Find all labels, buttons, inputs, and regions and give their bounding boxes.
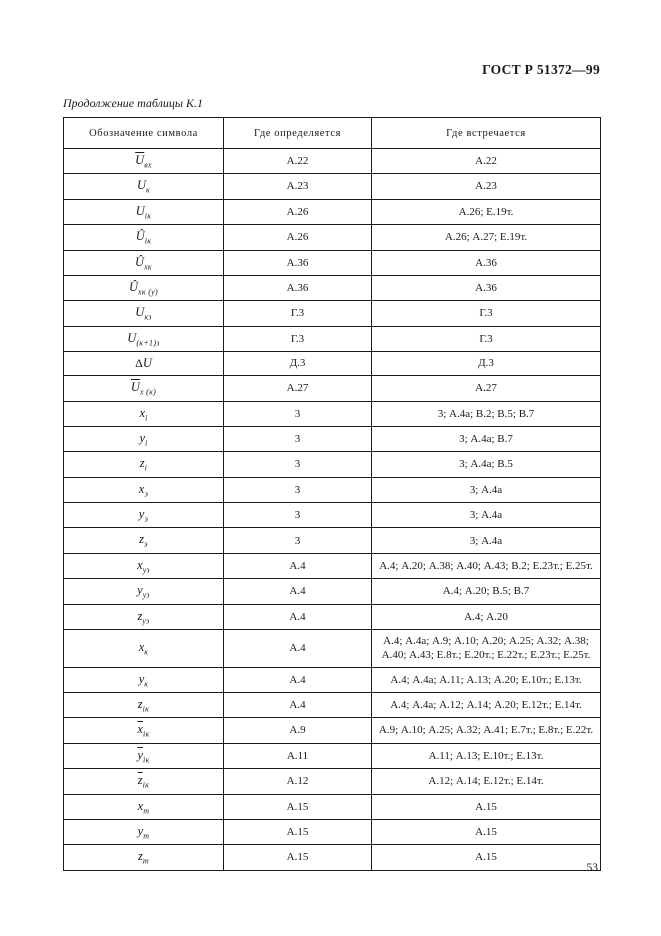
math-symbol: $y_{уз}$ xyxy=(137,583,150,600)
symbol-cell xyxy=(64,503,224,528)
math-symbol: $x_i$ xyxy=(139,405,148,422)
symbol-cell xyxy=(64,630,224,668)
found-cell: А.22 xyxy=(372,149,601,174)
table-row xyxy=(64,528,601,553)
table-row xyxy=(64,452,601,477)
found-cell: А.4; А.20; В.5; В.7 xyxy=(372,579,601,604)
math-symbol: $U_{(к+1)з}$ xyxy=(127,330,160,348)
defined-cell: А.36 xyxy=(224,250,372,275)
defined-cell: А.4 xyxy=(224,579,372,604)
header-symbol: Обозначение символа xyxy=(64,118,224,149)
found-cell: 3; А.4а; В.5 xyxy=(372,452,601,477)
symbol-cell xyxy=(64,352,224,376)
found-cell: А.36 xyxy=(372,250,601,275)
table-row xyxy=(64,352,601,376)
document-code: ГОСТ Р 51372—99 xyxy=(482,62,600,77)
symbol-cell xyxy=(64,528,224,553)
found-cell: 3; А.4а xyxy=(372,503,601,528)
defined-cell: 3 xyxy=(224,503,372,528)
table-row xyxy=(64,769,601,794)
defined-cell: А.26 xyxy=(224,199,372,224)
math-symbol: $z_{уз}$ xyxy=(137,608,150,626)
found-cell: А.15 xyxy=(372,845,601,870)
math-symbol: $y_i$ xyxy=(139,430,148,448)
table-caption: Продолжение таблицы К.1 xyxy=(63,96,203,110)
symbol-cell xyxy=(64,477,224,502)
math-symbol: $\overline{U}_{вх}$ xyxy=(135,153,152,170)
math-symbol: $z_{iк}$ xyxy=(137,697,150,714)
defined-cell: А.4 xyxy=(224,667,372,692)
math-symbol: $U_{iк}$ xyxy=(135,203,152,221)
found-cell: А.4; А.4а; А.12; А.14; А.20; Е.12т.; Е.14т. xyxy=(372,693,601,718)
defined-cell: А.22 xyxy=(224,149,372,174)
defined-cell: А.15 xyxy=(224,819,372,844)
symbol-cell xyxy=(64,743,224,768)
defined-cell: А.15 xyxy=(224,845,372,870)
defined-cell: А.36 xyxy=(224,275,372,300)
math-symbol: $x_{уз}$ xyxy=(137,557,150,575)
defined-cell: А.12 xyxy=(224,769,372,794)
table-row xyxy=(64,718,601,743)
math-symbol: $y_э$ xyxy=(138,507,149,524)
found-cell: Г.3 xyxy=(372,301,601,326)
table-row xyxy=(64,630,601,668)
table-row xyxy=(64,301,601,326)
math-symbol: $\overline{x}_{iк}$ xyxy=(137,722,150,739)
found-cell: А.11; А.13; Е.10т.; Е.13т. xyxy=(372,743,601,768)
math-symbol: $x_к$ xyxy=(138,640,149,657)
found-cell: А.9; А.10; А.25; А.32; А.41; Е.7т.; Е.8т.; Е.22т. xyxy=(372,718,601,743)
math-symbol: $y_т$ xyxy=(137,823,150,841)
symbol-cell xyxy=(64,553,224,578)
symbol-cell xyxy=(64,845,224,870)
math-symbol: $x_э$ xyxy=(138,481,149,499)
found-cell: А.4; А.20; А.38; А.40; А.43; В.2; Е.23т.; Е.25т. xyxy=(372,553,601,578)
table-row xyxy=(64,199,601,224)
defined-cell: А.4 xyxy=(224,693,372,718)
table-header-row xyxy=(64,118,601,149)
table-row xyxy=(64,275,601,300)
symbol-cell xyxy=(64,769,224,794)
symbol-cell xyxy=(64,452,224,477)
defined-cell: Г.3 xyxy=(224,326,372,351)
math-symbol: $U_к$ xyxy=(136,178,151,195)
found-cell: А.4; А.4а; А.9; А.10; А.20; А.25; А.32; А.38; А.40; А.43; Е.8т.; Е.20т.; Е.22т.; Е.23т.; Е.25т. xyxy=(372,630,601,668)
table-row xyxy=(64,174,601,199)
defined-cell: 3 xyxy=(224,426,372,451)
table-row xyxy=(64,794,601,819)
math-symbol: $z_т$ xyxy=(138,849,149,866)
math-symbol: $y_к$ xyxy=(138,671,149,689)
math-symbol: $\overline{U}_{х (к)}$ xyxy=(130,380,157,397)
table-row xyxy=(64,326,601,351)
defined-cell: Д.3 xyxy=(224,352,372,376)
found-cell: А.12; А.14; Е.12т.; Е.14т. xyxy=(372,769,601,794)
math-symbol: $z_i$ xyxy=(139,456,148,473)
table-row xyxy=(64,477,601,502)
symbol-cell xyxy=(64,250,224,275)
symbol-cell xyxy=(64,149,224,174)
symbols-table xyxy=(63,117,601,871)
defined-cell: 3 xyxy=(224,452,372,477)
table-body xyxy=(64,149,601,871)
defined-cell: А.4 xyxy=(224,604,372,629)
found-cell: А.26; Е.19т. xyxy=(372,199,601,224)
math-symbol: $U_{кз}$ xyxy=(135,305,152,322)
symbol-cell xyxy=(64,275,224,300)
found-cell: А.26; А.27; Е.19т. xyxy=(372,225,601,250)
table-row xyxy=(64,579,601,604)
symbol-cell xyxy=(64,326,224,351)
table-row xyxy=(64,250,601,275)
math-symbol: $Û_{iк}$ xyxy=(135,229,152,246)
table-row xyxy=(64,604,601,629)
symbol-cell xyxy=(64,667,224,692)
table-row xyxy=(64,819,601,844)
table-row xyxy=(64,693,601,718)
symbol-cell xyxy=(64,426,224,451)
math-symbol: $x_т$ xyxy=(137,798,150,815)
symbol-cell xyxy=(64,301,224,326)
math-symbol: $\overline{y}_{iк}$ xyxy=(137,747,150,765)
symbol-cell xyxy=(64,819,224,844)
table-row xyxy=(64,376,601,401)
found-cell: Г.3 xyxy=(372,326,601,351)
math-symbol: $z_э$ xyxy=(139,532,148,549)
defined-cell: Г.3 xyxy=(224,301,372,326)
found-cell: 3; А.4а xyxy=(372,477,601,502)
defined-cell: А.11 xyxy=(224,743,372,768)
found-cell: А.15 xyxy=(372,794,601,819)
found-cell: 3; А.4а; В.7 xyxy=(372,426,601,451)
found-cell: А.4; А.20 xyxy=(372,604,601,629)
table-row xyxy=(64,401,601,426)
found-cell: А.36 xyxy=(372,275,601,300)
found-cell: Д.3 xyxy=(372,352,601,376)
header-defined: Где определяется xyxy=(224,118,372,149)
found-cell: 3; А.4а; В.2; В.5; В.7 xyxy=(372,401,601,426)
defined-cell: 3 xyxy=(224,528,372,553)
found-cell: А.23 xyxy=(372,174,601,199)
table-row xyxy=(64,553,601,578)
table-row xyxy=(64,667,601,692)
header-found: Где встречается xyxy=(372,118,601,149)
defined-cell: А.23 xyxy=(224,174,372,199)
table-row xyxy=(64,743,601,768)
found-cell: А.4; А.4а; А.11; А.13; А.20; Е.10т.; Е.13т. xyxy=(372,667,601,692)
symbol-cell xyxy=(64,225,224,250)
defined-cell: А.4 xyxy=(224,630,372,668)
math-symbol: $Û_{хк}$ xyxy=(135,254,152,271)
defined-cell: А.4 xyxy=(224,553,372,578)
defined-cell: А.9 xyxy=(224,718,372,743)
symbol-cell xyxy=(64,604,224,629)
math-symbol: ΔU xyxy=(135,356,152,371)
symbol-cell xyxy=(64,718,224,743)
table-row xyxy=(64,225,601,250)
found-cell: А.27 xyxy=(372,376,601,401)
defined-cell: А.26 xyxy=(224,225,372,250)
symbol-cell xyxy=(64,693,224,718)
table-row xyxy=(64,426,601,451)
symbol-cell xyxy=(64,174,224,199)
defined-cell: А.15 xyxy=(224,794,372,819)
table-row xyxy=(64,149,601,174)
defined-cell: А.27 xyxy=(224,376,372,401)
symbol-cell xyxy=(64,794,224,819)
defined-cell: 3 xyxy=(224,401,372,426)
table-row xyxy=(64,503,601,528)
defined-cell: 3 xyxy=(224,477,372,502)
page-number: 53 xyxy=(586,862,598,874)
symbol-cell xyxy=(64,376,224,401)
found-cell: А.15 xyxy=(372,819,601,844)
found-cell: 3; А.4а xyxy=(372,528,601,553)
table-row xyxy=(64,845,601,870)
math-symbol: $\overline{z}_{iк}$ xyxy=(137,773,150,790)
symbol-cell xyxy=(64,579,224,604)
symbol-cell xyxy=(64,401,224,426)
math-symbol: $Û_{хк (у)}$ xyxy=(128,279,158,297)
symbol-cell xyxy=(64,199,224,224)
